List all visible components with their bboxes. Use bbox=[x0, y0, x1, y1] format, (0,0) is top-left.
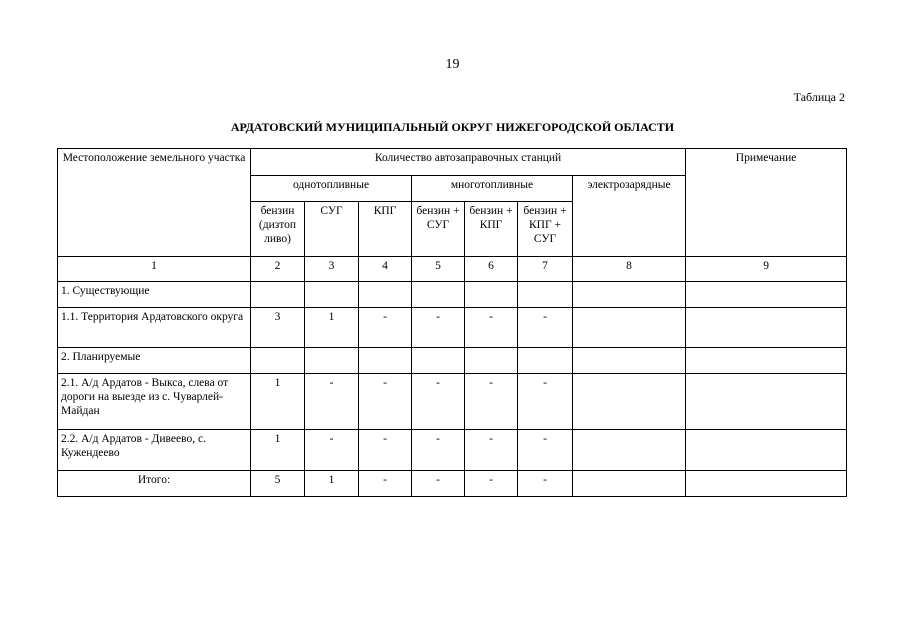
table-cell: - bbox=[518, 374, 573, 430]
table-cell bbox=[518, 282, 573, 308]
table-cell: - bbox=[518, 471, 573, 497]
table-row-total bbox=[58, 471, 847, 497]
page-number: 19 bbox=[445, 57, 460, 72]
table-cell: - bbox=[412, 308, 465, 348]
table-cell: - bbox=[359, 471, 412, 497]
table-cell bbox=[518, 348, 573, 374]
stations-table bbox=[57, 148, 847, 497]
table-cell bbox=[573, 374, 686, 430]
table-cell bbox=[573, 282, 686, 308]
document-title: АРДАТОВСКИЙ МУНИЦИПАЛЬНЫЙ ОКРУГ НИЖЕГОРОДСКОЙ ОБЛАСТИ bbox=[230, 120, 675, 134]
table-cell bbox=[305, 282, 359, 308]
total-label: Итого: bbox=[58, 471, 251, 497]
col-number: 1 bbox=[58, 257, 251, 282]
header-electric: электрозарядные bbox=[573, 176, 686, 257]
table-cell: - bbox=[359, 308, 412, 348]
row-label: 1.1. Территория Ардатовского округа bbox=[58, 308, 251, 348]
col-number: 3 bbox=[305, 257, 359, 282]
col-number: 6 bbox=[465, 257, 518, 282]
table-cell: 1 bbox=[305, 308, 359, 348]
table-row bbox=[58, 430, 847, 471]
col-number: 5 bbox=[412, 257, 465, 282]
table-cell bbox=[573, 471, 686, 497]
row-label: 2. Планируемые bbox=[58, 348, 251, 374]
table-row bbox=[58, 374, 847, 430]
table-cell bbox=[686, 471, 847, 497]
subheader-lpg: СУГ bbox=[305, 202, 359, 257]
table-cell bbox=[412, 282, 465, 308]
table-cell bbox=[305, 348, 359, 374]
row-label: 2.2. А/д Ардатов - Дивеево, с. Кужендеево bbox=[58, 430, 251, 471]
table-label: Таблица 2 bbox=[793, 90, 845, 104]
subheader-petrol-diesel: бензин (дизтоп ливо) bbox=[251, 202, 305, 257]
table-cell bbox=[573, 430, 686, 471]
header-mono-fuel: однотопливные bbox=[251, 176, 412, 202]
table-cell bbox=[686, 282, 847, 308]
subheader-cng: КПГ bbox=[359, 202, 412, 257]
table-cell: 3 bbox=[251, 308, 305, 348]
row-label: 2.1. А/д Ардатов - Выкса, слева от дороги на выезде из с. Чуварлей-Майдан bbox=[58, 374, 251, 430]
table-cell: - bbox=[412, 374, 465, 430]
table-cell: - bbox=[465, 471, 518, 497]
col-number: 2 bbox=[251, 257, 305, 282]
table-cell: - bbox=[305, 374, 359, 430]
table-cell: - bbox=[518, 308, 573, 348]
table-cell: 1 bbox=[305, 471, 359, 497]
header-multi-fuel: многотопливные bbox=[412, 176, 573, 202]
col-number: 9 bbox=[686, 257, 847, 282]
table-cell bbox=[465, 348, 518, 374]
subheader-petrol-cng: бензин + КПГ bbox=[465, 202, 518, 257]
table-cell: - bbox=[465, 374, 518, 430]
table-cell bbox=[686, 308, 847, 348]
table-cell bbox=[686, 348, 847, 374]
table-cell: - bbox=[465, 308, 518, 348]
table-cell bbox=[465, 282, 518, 308]
table-cell bbox=[573, 308, 686, 348]
table-cell bbox=[686, 374, 847, 430]
header-note: Примечание bbox=[686, 149, 847, 257]
table-cell: - bbox=[359, 374, 412, 430]
table-cell bbox=[251, 348, 305, 374]
table-cell: 1 bbox=[251, 430, 305, 471]
table-cell bbox=[686, 430, 847, 471]
col-number: 4 bbox=[359, 257, 412, 282]
table-row bbox=[58, 348, 847, 374]
col-number: 7 bbox=[518, 257, 573, 282]
table-cell bbox=[251, 282, 305, 308]
table-row bbox=[58, 282, 847, 308]
table-cell: - bbox=[359, 430, 412, 471]
row-label: 1. Существующие bbox=[58, 282, 251, 308]
table-cell: - bbox=[305, 430, 359, 471]
table-cell bbox=[412, 348, 465, 374]
table-cell bbox=[573, 348, 686, 374]
subheader-petrol-cng-lpg: бензин + КПГ + СУГ bbox=[518, 202, 573, 257]
table-cell: 1 bbox=[251, 374, 305, 430]
table-cell bbox=[359, 348, 412, 374]
table-cell: - bbox=[518, 430, 573, 471]
table-cell: 5 bbox=[251, 471, 305, 497]
table-cell: - bbox=[465, 430, 518, 471]
header-location: Местоположение земельного участка bbox=[58, 149, 251, 257]
header-station-count: Количество автозаправочных станций bbox=[251, 149, 686, 176]
table-row bbox=[58, 308, 847, 348]
table-cell: - bbox=[412, 471, 465, 497]
table-cell: - bbox=[412, 430, 465, 471]
table-cell bbox=[359, 282, 412, 308]
col-number: 8 bbox=[573, 257, 686, 282]
subheader-petrol-lpg: бензин + СУГ bbox=[412, 202, 465, 257]
